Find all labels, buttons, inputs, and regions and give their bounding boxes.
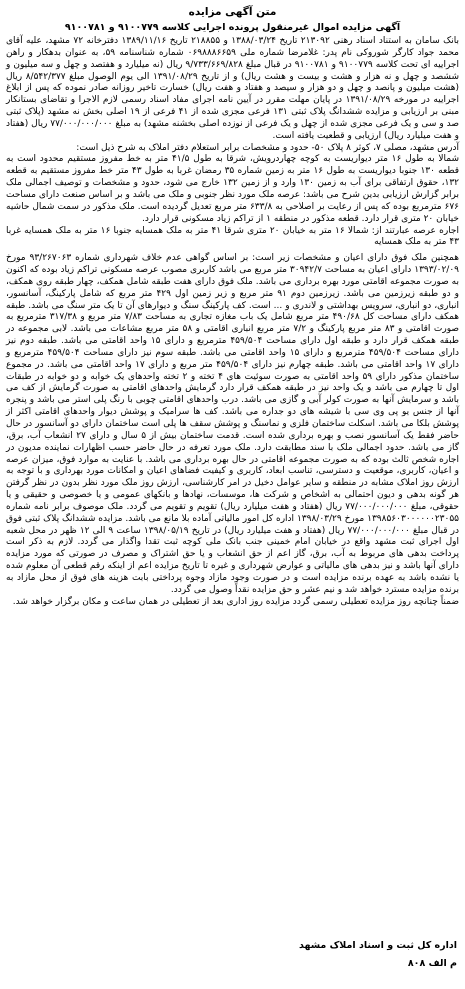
signature-code: م الف ۸۰۸ bbox=[407, 958, 457, 969]
notice-subtitle: آگهی مزایده اموال غیرمنقول پرونده اجرایی کلاسه ۹۱۰۰۷۷۹ و ۹۱۰۰۷۸۱ bbox=[64, 22, 401, 33]
notice-paragraph-building: همچنین ملک فوق دارای اعیان و مشخصات زیر است: بر اساس گواهی عدم خلاف شهرداری شماره ۹۳/۲۶۷۰۶۳ مورخ ۱۳۹۳/۰۲/۰۹ دارای اعیان به مساحت ۳۰۹۴۲/۷ متر مربع می باشد کاربری مصوب عرصه مسکونی تراکم زیاد بوده که اکنون به صورت مجموعه اقامتی مورد بهره برداری می باشد. ملک فوق دارای هفت طبقه شامل همکف، چهار طبقه روی همکف، و دو طبقه زیرزمین می باشد. زیرزمین دوم ۹۱ متر مربع و زیر زمین اول ۴۲۹ متر مربع که شامل پارکینگ، آسانسور، انباری، دو انباری، سرویس بهداشتی و لاندری و ... است. کف پارکینگ سنگ و دیوارهای آن تا یک متر سنگ می باشد. طبقه همکف دارای مساحت کل ۴۹۰/۶۸ متر مربع شامل یک باب مغازه تجاری به مساحت ۷/۸۳ متر مربع و ۳۱۷/۳۸ مترمربع به صورت اقامتی و ۸۳ متر مربع پارکینگ و ۷/۲ متر مربع انباری اقامتی و ۵۸ متر مربع مشاعات می باشد. لابی مجموعه در طبقه همکف قرار دارد و طبقه اول دارای مساحت ۴۵۹/۵۰۴ مترمربع و دارای ۱۵ واحد اقامتی می باشد. طبقه دوم نیز دارای مساحت ۴۵۹/۵۰۴ مترمربع و دارای ۱۵ واحد اقامتی می باشد. طبقه سوم نیز دارای مساحت ۴۵۹/۵۰۴ مترمربع و دارای ۱۷ واحد اقامتی می باشد. طبقه چهارم نیز دارای ۴۵۹/۵۰۴ متر مربع و دارای ۱۷ واحد اقامتی می باشد. در مجموع ساختمان مذکور دارای ۵۹ واحد اقامتی به صورت سوئیت های ۴ تخته و ۲ تخته واحدهای یک خوابه و دو خوابه در طبقات اول تا چهارم می باشد و یک واحد نیز در طبقه همکف قرار دارد گرمایش واحدهای اقامتی به صورت گرمایش از کف می باشد و سرمایش آنها به صورت کولر آبی و گازی می باشد. درب واحدهای اقامتی چوبی با رنگ پلی استر می باشد و پنجره آنها از جنس یو پی وی سی با شیشه های دو جداره می باشد. کف ها سرامیک و پوشش دیوار واحدهای اقامتی اکثر از پوشش بلکا می باشد. اسکلت ساختمان فلزی و نماسنگ و پوشش سقف ها پلی است ساختمان دارای دو آسانسور در حال حاضر فقط یک آسانسور نصب و بهره برداری شده است. قدمت ساختمان بیش از ۵ سال و دارای ۲۷ انشعاب آب، برق، گاز می باشد. حدود اجمالی ملک با سند مطابقت دارد. ملک مورد تعرفه در حال حاضر حسب اظهارات نماینده مدیون در اجاره شخص ثالث بوده که به صورت مجموعه اقامتی در حال بهره برداری می باشد. با عنایت به موارد فوق، میزان عرصه و اعیان، کاربری، موقعیت و دسترسی، تناسب ابعاد، کاربری و کیفیت فضاهای اعیان و امکانات مورد بهرداری و با توجه به ارزش روز املاک مشابه در منطقه و سایر عوامل دخیل در امر کارشناسی، ارزش روز ملک مورد نظر بدون در نظر گرفتن هر گونه بدهی و دیون احتمالی به اشخاص و شرکت ها، موسسات، نهادها و بانکهای عمومی و یا خصوصی و حقیقی و یا حقوقی، مبلغ ۷۷/۰۰۰/۰۰۰/۰۰۰ ریال (هفتاد و هفت میلیارد ریال) تقویم و تقویم می گردد. ملک موصوف برابر نامه شماره ۱۳۹۸۵۶۰۳۰۰۰۰۰۰۲۳۰۵۵ مورخ ۱۳۹۸/۰۳/۲۹ اداره کل امور مالیاتی آماده بلا مانع می باشد. مزایده ششدانگ پلاک ثبتی فوق در قبال مبلغ ۷۷/۰۰۰/۰۰۰/۰۰۰ ریال (هفتاد و هفت میلیارد ریال) در تاریخ ۱۳۹۸/۰۵/۱۹ ساعت ۹ الی ۱۲ ظهر در محل شعبه اول اجرای ثبت مشهد واقع در خیابان امام خمینی جنب بانک ملی کوچه ثبت تقدا واگذار می گردد. لازم به ذکر است پرداخت بدهی های مربوط به آب، برق، گاز اعم از حق انشعاب و یا حق اشتراک و مصرف در صورتی که مورد مزایده دارای آنها باشد و نیز بدهی های مالیاتی و عوارض شهرداری و غیره تا تاریخ مزایده اعم از اینکه رقم قطعی آن معلوم شده یا نشده باشد به عهده برنده مزایده است و در صورت وجود مازاد وجوه پرداختی بابت هزینه های فوق از محل مازاد به برنده مزایده مسترد خواهد شد و نیم عشر و حق مزایده نقداً وصول می گردد. bbox=[6, 253, 460, 595]
notice-paragraph-address: آدرس مشهد، مصلی ۷، کوثر ۸ پلاک ۵۰- حدود و مشخصات برابر استعلام دفتر املاک به شرح ذیل است: bbox=[76, 142, 459, 153]
notice-paragraph-lot-edges: اجاره عرصه عبارتند از: شمالا ۱۶ متر به خیابان ۲۰ متری شرقا ۴۱ متر به ملک همسایه جنوبا ۱۶ متر به ملک همسایه غربا ۴۳ متر به ملک همسایه bbox=[6, 225, 459, 248]
notice-paragraph-boundaries: شمالا به طول ۱۶ متر دیواریست به کوچه چهاردرویش، شرقا به طول ۴۱/۵ متر به خط مفروز مستقیم محدود است به قطعه ۱۳۰ جنوبا دیواریست به طول ۱۶ متر به زمین شماره ۳۵ رمضان غربا به طول ۴۳ متر خط مفروز مستقیم به قطعه ۱۳۲، حقوق ارتفاقی برای آب به زمین ۱۳۰ وارد و از زمین ۱۳۲ خارج می شود، حدود و مشخصات و توصیف اجمالی ملک برابر گزارش ارزیابی بدین شرح می باشد: عرصه ملک مورد نظر جنوبی و ملک می باشد و بر اساس صنعت دارای مساحت ۶۷۶ مترمربع بوده که پس از رعایت بر اصلاحی به ۶۳۳/۸ متر مربع تعدیل گردیده است. ملک مذکور در سمت شمال حاشیه خیابان ۲۰ متری قرار دارد. قطعه مذکور در منطقه ۱ از تراکم زیاد مسکونی قرار دارد. bbox=[6, 154, 460, 224]
notice-paragraph-holiday: ضمناً چنانچه روز مزایده تعطیلی رسمی گردد مزایده روز اداری بعد از تعطیلی در همان ساعت و مکان برگزار خواهد شد. bbox=[12, 596, 459, 607]
notice-paragraph-mortgage: بانک سامان به استناد اسناد رهنی ۲۱۳۰۹۲ تاریخ ۱۳۸۸/۰۳/۲۴ و ۲۱۸۸۵۵ تاریخ ۱۳۸۹/۱۱/۱۶ دفترخانه ۷۲ مشهد، علیه آقای محمد جواد کارگر شوروکی نام پدر: غلامرضا شماره ملی ۰۶۹۸۸۸۶۶۵۹ شماره شناسنامه ۵۹، به عنوان بدهکار و راهن اجراییه ای تحت کلاسه ۹۱۰۰۷۷۹ و ۹۱۰۰۷۸۱ در قبال مبلغ ۹/۷۳۳/۶۶۹/۸۲۸ ریال (نه میلیارد و هفتصد و چهل و سه میلیون و ششصد و چهل و نه هزار و هشت و بیست و هشت ریال) و از تاریخ ۱۳۹۱/۰۸/۲۹ الی یوم الوصول مبلغ ۸/۵۴۲/۳۷۷ ریال (هشت میلیون و پانصد و چهل و دو هزار و سیصد و هفتاد و هفت ریال) خسارت تاخیر روزانه صادر نموده که پس از ابلاغ اجراییه در مورخه ۱۳۹۱/۰۸/۲۹ در پایان مهلت مقرر در آیین نامه اجرای مفاد اسناد رسمی لازم الاجرا و تقاضای بستانکار مبنی بر ارزیابی و مزایده ششدانگ پلاک ثبتی ۱۳۱ فرعی مجزی شده از ۴۱ فرعی از ۱۹ اصلی بخش نه مشهد (پلاک ثبتی صد و سی و یک فرعی مجزی شده از چهل و یک فرعی از نوزده اصلی بخشنه مشهد) به مبلغ ۷۷/۰۰۰/۰۰۰/۰۰۰ ریال (هفتاد و هفت میلیارد ریال) ارزیابی و قطعیت یافته است. bbox=[6, 36, 460, 141]
signature-office: اداره کل ثبت و اسناد املاک مشهد bbox=[298, 940, 457, 951]
auction-notice bbox=[6, 4, 459, 983]
notice-title: متن آگهی مزایده bbox=[188, 6, 277, 18]
